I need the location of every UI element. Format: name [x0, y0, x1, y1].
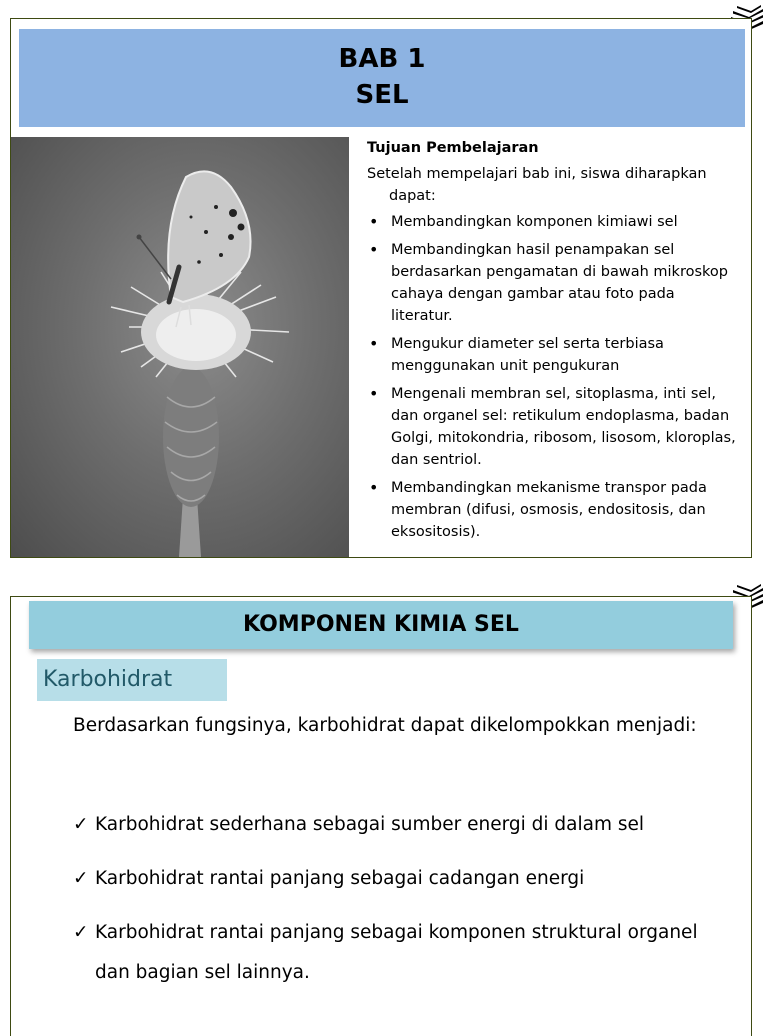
list-item: • Membandingkan komponen kimiawi sel — [367, 211, 739, 233]
check-icon: ✓ — [73, 868, 89, 889]
list-item: • Membandingkan mekanisme transpor pada membran (difusi, osmosis, endositosis, dan eksositosis). — [367, 477, 739, 543]
chapter-title-band — [19, 29, 745, 127]
objectives-list — [367, 211, 739, 543]
list-item: • Mengukur diameter sel serta terbiasa menggunakan unit pengukuran — [367, 333, 739, 377]
learning-objectives — [367, 137, 739, 549]
list-item: • Membandingkan hasil penampakan sel berdasarkan pengamatan di bawah mikroskop cahaya dengan gambar atau foto pada literatur. — [367, 239, 739, 327]
slide-chemical-components — [10, 596, 752, 1036]
carbohydrate-function-list — [73, 805, 733, 1007]
slide-chapter-title — [10, 18, 752, 558]
check-icon: ✓ — [73, 922, 89, 943]
intro-paragraph: Berdasarkan fungsinya, karbohidrat dapat dikelompokkan menjadi: — [73, 715, 697, 736]
list-item: • Mengenali membran sel, sitoplasma, inti sel, dan organel sel: retikulum endoplasma, badan Golgi, mitokondria, ribosom, lisosom, kloroplas, dan sentriol. — [367, 383, 739, 471]
chapter-number: BAB 1 — [338, 44, 426, 74]
slide-title: KOMPONEN KIMIA SEL — [29, 601, 733, 649]
objectives-heading: Tujuan Pembelajaran — [367, 140, 539, 156]
section-label-carbohydrate: Karbohidrat — [37, 659, 227, 701]
check-icon: ✓ — [73, 814, 89, 835]
list-item: ✓ Karbohidrat rantai panjang sebagai cadangan energi — [73, 859, 733, 899]
butterfly-on-flower-image — [11, 137, 349, 557]
chapter-title: SEL — [355, 80, 409, 110]
list-item: ✓ Karbohidrat rantai panjang sebagai komponen struktural organel dan bagian sel lainnya. — [73, 913, 733, 993]
objectives-intro: Setelah mempelajari bab ini, siswa diharapkan dapat: — [367, 166, 707, 204]
list-item: ✓ Karbohidrat sederhana sebagai sumber energi di dalam sel — [73, 805, 733, 845]
